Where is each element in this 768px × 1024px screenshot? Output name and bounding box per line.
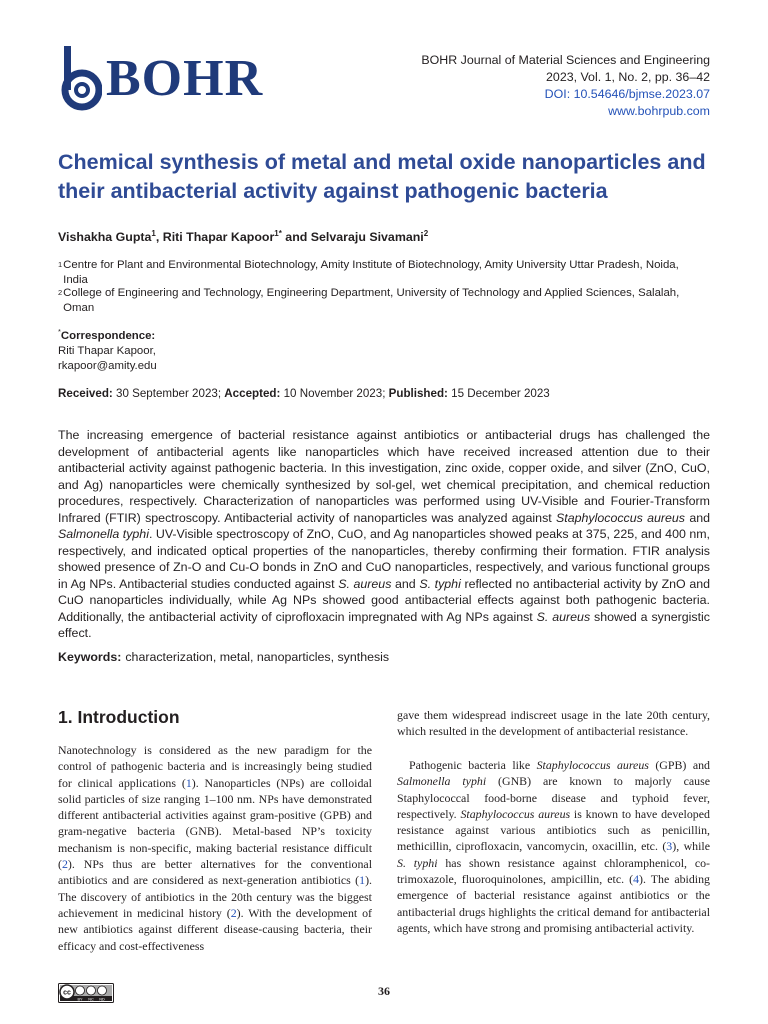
species-name: Staphylococcus aureus [536,758,649,772]
affiliation-marker: 1 [58,260,63,269]
accepted-label: Accepted: [224,387,281,400]
article-title: Chemical synthesis of metal and metal oxide nanoparticles and their antibacterial activity against pathogenic bacteria [58,150,706,203]
author-affiliation-marker: 1* [274,229,282,238]
svg-text:NC: NC [88,997,94,1002]
affiliation-1 [58,258,708,288]
species-name: Salmonella typhi [397,774,487,789]
page-number: 36 [378,984,390,998]
received-label: Received: [58,387,113,400]
species-name: S. typhi [397,855,438,870]
journal-volume: 2023, Vol. 1, No. 2, pp. 36–42 [546,70,710,84]
species-name: S. aureus [338,576,392,591]
intro-paragraph-right-1: gave them widespread indiscreet usage in the late 20th century, which resulted in the development of antibacterial resistance. [397,708,710,739]
bohr-logo [58,45,263,113]
correspondence-email[interactable]: rkapoor@amity.edu [58,359,157,372]
accepted-date: 10 November 2023; [280,387,389,400]
citation-link[interactable]: 4 [633,872,640,887]
correspondence [58,324,157,374]
affiliation-text: College of Engineering and Technology, Engineering Department, University of Technology and Applied Sciences, Salalah, Oman [63,287,680,314]
species-name: Staphylococcus aureus [460,806,571,821]
author-list: Vishakha Gupta$^1$, Riti Thapar Kapoor$^{1*}$ and Selvaraju Sivamani$^2$ [58,229,429,245]
received-date: 30 September 2023; [112,387,225,400]
author-name: Vishakha Gupta [58,230,152,245]
published-date: 15 December 2023 [447,387,550,400]
doi-link[interactable]: DOI: 10.54646/bjmse.2023.07 [544,87,710,101]
website-link[interactable]: www.bohrpub.com [608,104,710,118]
intro-paragraph-left: Nanotechnology is considered as the new paradigm for the control of pathogenic bacteria and is increasingly being studied for clinical applications (1). Nanoparticles (NPs) are colloidal solid particles of size ranging 1–100 nm. NPs have demonstrated different antibacterial activities against gram-positive (GPB) and gram-negative bacteria (GNB). Metal-based NP’s toxicity mechanism is non-specific, making bacterial resistance difficult (2). NPs thus are better alternatives for the conventional antibiotics and are considered as next-generation antibiotics (1). The discovery of antibiotics in the 20th century was the biggest achievement in medicinal history (2). With the development of new antibiotics against different disease-causing bacteria, their efficacy and cost-effectiveness [58,743,372,953]
journal-info [421,52,710,120]
svg-text:cc: cc [63,989,71,997]
species-name: Staphylococcus aureus [556,510,686,525]
affiliation-text: Centre for Plant and Environmental Biotechnology, Amity Institute of Biotechnology, Amity University Uttar Pradesh, Noida, India [63,259,679,286]
author-affiliation-marker: 2 [423,229,429,238]
correspondence-name: Riti Thapar Kapoor, [58,344,156,357]
bohr-logo-mark-icon [58,46,102,112]
correspondence-marker: * [58,327,61,336]
species-name: S. aureus [536,609,591,624]
svg-text:ND: ND [99,997,105,1002]
species-name: Salmonella typhi [58,527,149,541]
affiliation-marker: 2 [58,288,63,297]
species-name: S. typhi [419,576,461,591]
citation-link[interactable]: 2 [61,857,68,872]
citation-link[interactable]: 2 [230,905,237,920]
correspondence-label: Correspondence: [60,329,156,342]
author-affiliation-marker: 1 [151,229,156,238]
author-name: Riti Thapar Kapoor [162,230,275,245]
keywords-label: Keywords: [58,650,122,664]
intro-paragraph-right-2: Pathogenic bacteria like Staphylococcus aureus (GPB) and Salmonella typhi (GNB) are known to majorly cause Staphylococcal food-borne disease and typhoid fever, respectively. Staphylococcus aureus is known to have developed resistance against various antibiotics such as penicillin, methicillin, ciprofloxacin, vancomycin, oxacillin, etc. (3), while S. typhi has shown resistance against chloramphenicol, co-trimoxazole, fluoroquinolones, ampicillin, etc. (4). The abiding emergence of bacterial resistance against antibiotics or the antibacterial drugs highlights the critical demand for antibacterial agents, which have strong and promising antibacterial activity. [397,758,710,935]
citation-link[interactable]: 1 [359,873,366,888]
affiliation-2 [58,286,708,316]
article-dates [58,387,550,400]
keywords-list: characterization, metal, nanoparticles, synthesis [125,650,390,664]
section-heading-introduction: 1. Introduction [58,707,180,727]
citation-link[interactable]: 3 [666,839,673,854]
keywords [58,650,389,664]
logo-text: BOHR [106,50,264,107]
author-name: Selvaraju Sivamani [310,230,424,245]
abstract: The increasing emergence of bacterial resistance against antibiotics or antibacterial drugs has challenged the development of antibacterial agents like nanoparticles which have received increased attention due to their antibacterial activity against pathogenic bacteria. In this investigation, zinc oxide, copper oxide, and silver (ZnO, CuO, and Ag) nanoparticles were chemically synthesized by sol-gel, wet chemical precipitation, and chemical reduction procedures, respectively. Characterization of nanoparticles was performed using UV-Visible and Fourier-Transform Infrared (FTIR) spectroscopy. Antibacterial activity of nanoparticles was analyzed against Staphylococcus aureus and Salmonella typhi. UV-Visible spectroscopy of ZnO, CuO, and Ag nanoparticles showed peaks at 375, 225, and 400 nm, respectively, and indicated optical properties of the nanoparticles, thereby confirming their formation. FTIR analysis showed presence of Zn-O and Cu-O bonds in ZnO and CuO nanoparticles, respectively, and various functional groups in Ag NPs. Antibacterial studies conducted against S. aureus and S. typhi reflected no antibacterial activity by ZnO and CuO nanoparticles individually, while Ag NPs showed good antibacterial effects against both pathogenic bacteria. Additionally, the antibacterial activity of ciprofloxacin impregnated with Ag NPs against S. aureus showed a synergistic effect. [58,428,710,640]
published-label: Published: [388,387,448,400]
citation-link[interactable]: 1 [185,775,192,790]
journal-name: BOHR Journal of Material Sciences and Engineering [421,53,710,67]
svg-text:BY: BY [77,997,83,1002]
